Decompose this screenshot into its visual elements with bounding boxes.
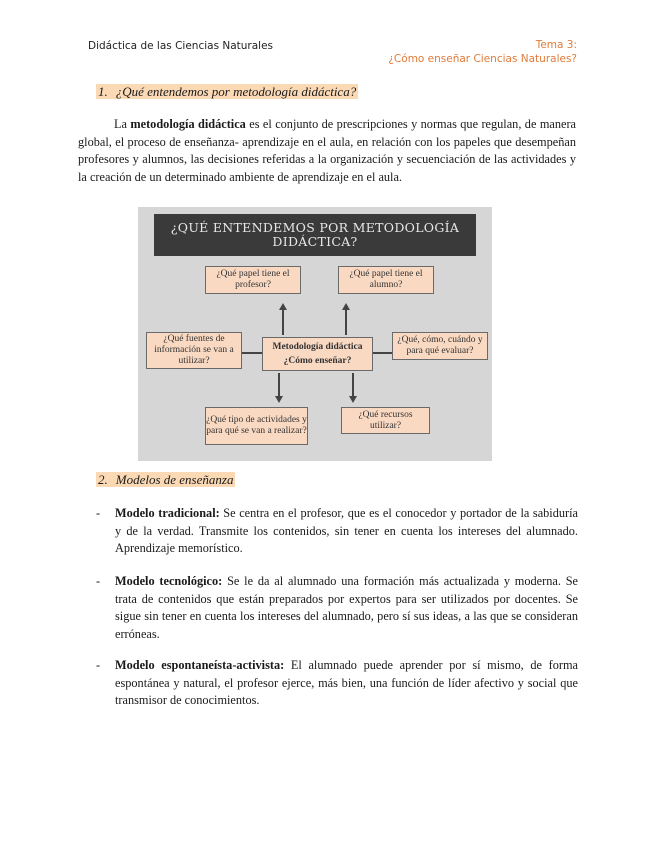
arrow-to-student bbox=[345, 309, 347, 335]
methodology-diagram bbox=[138, 207, 492, 461]
diagram-box-center bbox=[262, 337, 373, 371]
diagram-center-line-1: Metodología didáctica bbox=[272, 341, 363, 352]
arrow-to-resources-head bbox=[349, 396, 357, 403]
diagram-box-teacher: ¿Qué papel tiene el profesor? bbox=[205, 266, 301, 294]
arrow-to-student-head bbox=[342, 303, 350, 310]
para-bold-term: metodología didáctica bbox=[130, 117, 246, 131]
section-2-heading bbox=[96, 472, 235, 488]
model-description: Se le da al alumnado una formación más actualizada y moderna. Se trata de contenidos que están preparados por expertos para ser utilizados por docentes. Se sigue sin tener en cuenta los intereses del alumnado, pero sí sus ideas, a las que se consideran erróneas. bbox=[115, 574, 578, 641]
header-topic-number: Tema 3: bbox=[535, 39, 577, 51]
diagram-box-student: ¿Qué papel tiene el alumno? bbox=[338, 266, 434, 294]
arrow-to-resources bbox=[352, 373, 354, 397]
model-name: Modelo espontaneísta-activista: bbox=[115, 658, 285, 672]
section-1-title: ¿Qué entendemos por metodología didáctica? bbox=[115, 84, 357, 99]
header-topic-title: ¿Cómo enseñar Ciencias Naturales? bbox=[388, 53, 577, 65]
section-1-paragraph bbox=[78, 116, 576, 186]
diagram-banner-line-2: DIDÁCTICA? bbox=[272, 234, 358, 249]
list-dash: - bbox=[96, 658, 101, 672]
arrow-to-sources bbox=[242, 352, 262, 354]
diagram-box-sources: ¿Qué fuentes de información se van a utilizar? bbox=[146, 332, 242, 369]
model-name: Modelo tecnológico: bbox=[115, 574, 223, 588]
model-description: Se centra en el profesor, que es el conocedor y portador de la sabiduría y de la verdad. Transmite los contenidos, sin tener en cuenta los intereses del alumnado. Aprendizaje memorístico. bbox=[115, 506, 578, 555]
para-post: es el conjunto de prescripciones y normas que regulan, de manera global, el proceso de enseñanza- aprendizaje en el aula, en relación con los papeles que desempeñan profesores y alumnos, las decisiones referidas a la organización y secuenciación de las actividades y la creación de un determinado ambiente de aprendizaje en el aula. bbox=[78, 117, 577, 184]
diagram-banner-line-1: ¿QUÉ ENTENDEMOS POR METODOLOGÍA bbox=[170, 220, 460, 235]
section-2-number: 2. bbox=[98, 472, 108, 487]
diagram-center-line-2: ¿Cómo enseñar? bbox=[283, 355, 352, 366]
arrow-to-activities-head bbox=[275, 396, 283, 403]
diagram-box-activities: ¿Qué tipo de actividades y para qué se van a realizar? bbox=[205, 407, 308, 445]
para-pre: La bbox=[114, 117, 131, 131]
list-item bbox=[96, 657, 578, 710]
list-item bbox=[96, 573, 578, 643]
list-item bbox=[96, 505, 578, 558]
arrow-to-teacher bbox=[282, 309, 284, 335]
section-2-title: Modelos de enseñanza bbox=[115, 472, 234, 487]
section-1-number: 1. bbox=[98, 84, 108, 99]
document-header-left: Didáctica de las Ciencias Naturales bbox=[88, 40, 274, 52]
diagram-banner bbox=[154, 214, 476, 256]
model-name: Modelo tradicional: bbox=[115, 506, 220, 520]
arrow-to-activities bbox=[278, 373, 280, 397]
arrow-to-evaluate bbox=[373, 352, 392, 354]
diagram-box-evaluate: ¿Qué, cómo, cuándo y para qué evaluar? bbox=[392, 332, 488, 360]
model-description: El alumnado puede aprender por sí mismo, de forma espontánea y natural, el profesor ejerce, más bien, una función de líder afectivo y social que transmisor de conocimientos. bbox=[115, 658, 578, 707]
section-1-heading bbox=[96, 84, 358, 100]
list-dash: - bbox=[96, 506, 101, 520]
arrow-to-teacher-head bbox=[279, 303, 287, 310]
diagram-box-resources: ¿Qué recursos utilizar? bbox=[341, 407, 430, 434]
list-dash: - bbox=[96, 574, 101, 588]
document-header-right bbox=[388, 38, 577, 66]
